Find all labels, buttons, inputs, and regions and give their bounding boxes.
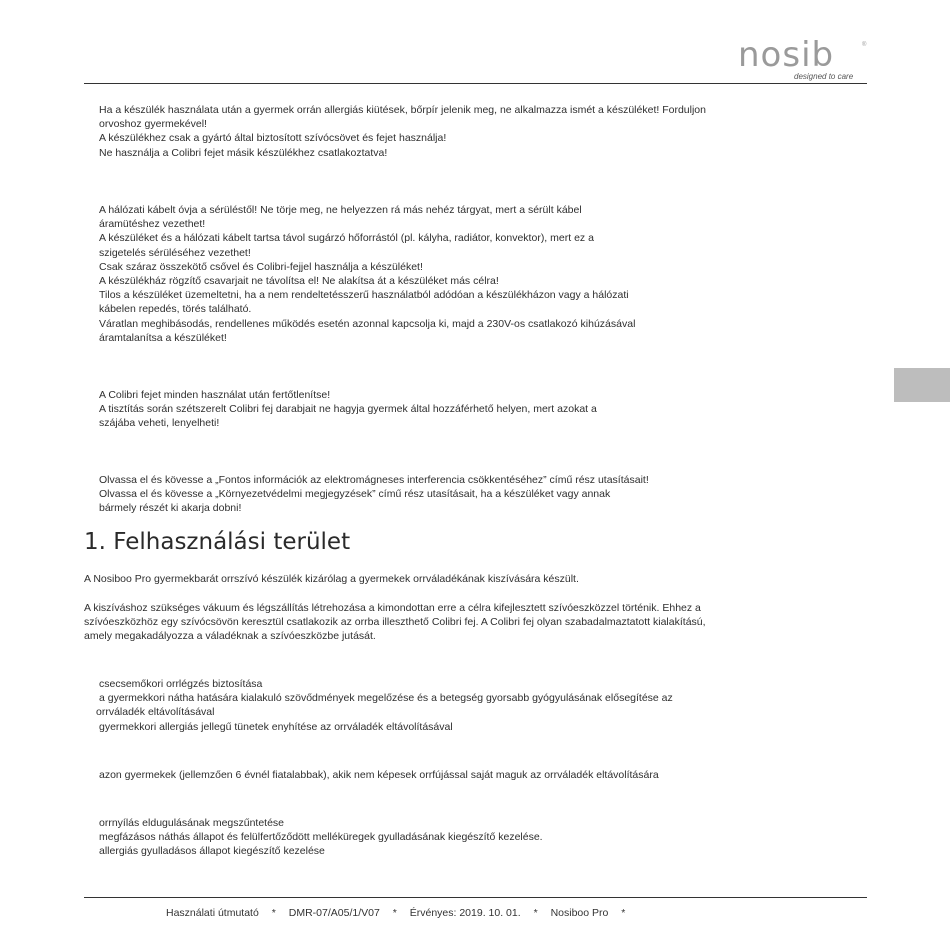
text-line: A kiszíváshoz szükséges vákuum és légszállítás létrehozása a kimondottan erre a célra kifejlesztett szívóeszközzel történik. Ehhez a: [84, 602, 701, 614]
text-line: szigetelés sérüléséhez vezethet!: [99, 246, 251, 259]
text-line: kábelen repedés, törés található.: [99, 303, 252, 316]
list-item: orrnyílás eldugulásának megszűntetése: [99, 817, 285, 829]
footer-doc-type: Használati útmutató: [166, 907, 259, 919]
text-line: áramütéshez vezethet!: [99, 218, 206, 231]
text-line: bármely részét ki akarja dobni!: [99, 502, 242, 515]
text-line: A hálózati kábelt óvja a sérüléstől! Ne törje meg, ne helyezzen rá más nehéz tárgyat, mert a sérült kábel: [99, 204, 582, 216]
list-item: orrváladék eltávolításával: [96, 706, 215, 719]
allergy-warning-block: [99, 103, 706, 160]
footer-product: Nosiboo Pro: [550, 907, 609, 919]
footer-divider: [84, 897, 867, 898]
hygiene-warning-block: [99, 388, 597, 431]
text-line: Csak száraz összekötő csővel és Colibri-fejjel használja a készüléket!: [99, 260, 423, 273]
text-line: Ha a készülék használata után a gyermek orrán allergiás kiütések, bőrpír jelenik meg, ne alkalmazza ismét a készüléket! Forduljon: [99, 104, 706, 116]
logo-wordmark: nosib: [738, 35, 835, 75]
indication-list: [99, 816, 543, 859]
text-line: Váratlan meghibásodás, rendellenes működés esetén azonnal kapcsolja ki, majd a 230V-os csatlakozó kihúzásával: [99, 317, 636, 330]
footer-validity: Érvényes: 2019. 10. 01.: [409, 907, 521, 919]
electrical-warning-block: [99, 203, 635, 345]
text-line: A készülékhez csak a gyártó által biztosított szívócsövet és fejet használja!: [99, 132, 447, 145]
text-line: orvoshoz gyermekével!: [99, 118, 207, 131]
text-line: A Nosiboo Pro gyermekbarát orrszívó készülék kizárólag a gyermekek orrváladékának kiszívására készült.: [84, 573, 579, 585]
text-line: Tilos a készüléket üzemeltetni, ha a nem rendeltetésszerű használatból adódóan a készülékházon vagy a hálózati: [99, 289, 629, 302]
purpose-list: [96, 677, 673, 734]
text-line: A Colibri fejet minden használat után fertőtlenítse!: [99, 389, 331, 401]
text-line: Olvassa el és kövesse a „Fontos információk az elektromágneses interferencia csökkentéséhez” című rész utasításait!: [99, 474, 649, 486]
text-line: Ne használja a Colibri fejet másik készülékhez csatlakoztatva!: [99, 146, 388, 159]
page-footer: [166, 907, 635, 919]
text-line: azon gyermekek (jellemzően 6 évnél fiatalabbak), akik nem képesek orrfújással saját maguk az orrváladék eltávolítására: [99, 769, 659, 781]
list-item: allergiás gyulladásos állapot kiegészítő kezelése: [99, 845, 325, 858]
section-heading: 1. Felhasználási terület: [84, 529, 351, 555]
header-divider: [84, 83, 867, 84]
text-line: szívóeszközhöz egy szívócsövön keresztül csatlakozik az orrba illeszthető Colibri fej. A Colibri fej olyan szabadalmaztatott kialakítású,: [84, 616, 706, 629]
list-item: csecsemőkori orrlégzés biztosítása: [99, 678, 263, 690]
footer-separator: *: [533, 907, 538, 919]
text-line: A készülékház rögzítő csavarjait ne távolítsa el! Ne alakítsa át a készüléket más célra!: [99, 275, 499, 288]
list-item: a gyermekkori nátha hatására kialakuló szövődmények megelőzése és a betegség gyorsabb gyógyulásának elősegítése az: [99, 692, 673, 705]
text-line: A készüléket és a hálózati kábelt tartsa távol sugárzó hőforrástól (pl. kályha, radiátor, konvektor), mert ez a: [99, 232, 594, 245]
target-group-paragraph: [99, 768, 659, 782]
text-line: Olvassa el és kövesse a „Környezetvédelmi megjegyzések” című rész utasításait, ha a készüléket vagy annak: [99, 488, 611, 501]
text-line: szájába veheti, lenyelheti!: [99, 417, 220, 430]
list-item: gyermekkori allergiás jellegű tünetek enyhítése az orrváladék eltávolításával: [99, 720, 453, 733]
text-line: A tisztítás során szétszerelt Colibri fej darabjait ne hagyja gyermek által hozzáférhető helyen, mert azokat a: [99, 403, 597, 416]
list-item: megfázásos náthás állapot és felülfertőződött melléküregek gyulladásának kiegészítő kezelése.: [99, 831, 543, 844]
brand-logo: [738, 36, 868, 84]
text-line: amely megakadályozza a váladéknak a szívóeszközbe jutását.: [84, 630, 376, 643]
logo-tagline: designed to care: [794, 72, 854, 81]
footer-separator: *: [392, 907, 397, 919]
description-paragraph: [84, 601, 706, 644]
logo-registered-mark: ®: [862, 42, 867, 48]
instructions-reference-block: [99, 473, 649, 516]
footer-separator: *: [621, 907, 626, 919]
footer-doc-code: DMR-07/A05/1/V07: [288, 907, 380, 919]
footer-separator: *: [271, 907, 276, 919]
text-line: áramtalanítsa a készüléket!: [99, 331, 227, 344]
intro-paragraph: [84, 572, 579, 586]
section-thumb-tab: [894, 368, 950, 402]
